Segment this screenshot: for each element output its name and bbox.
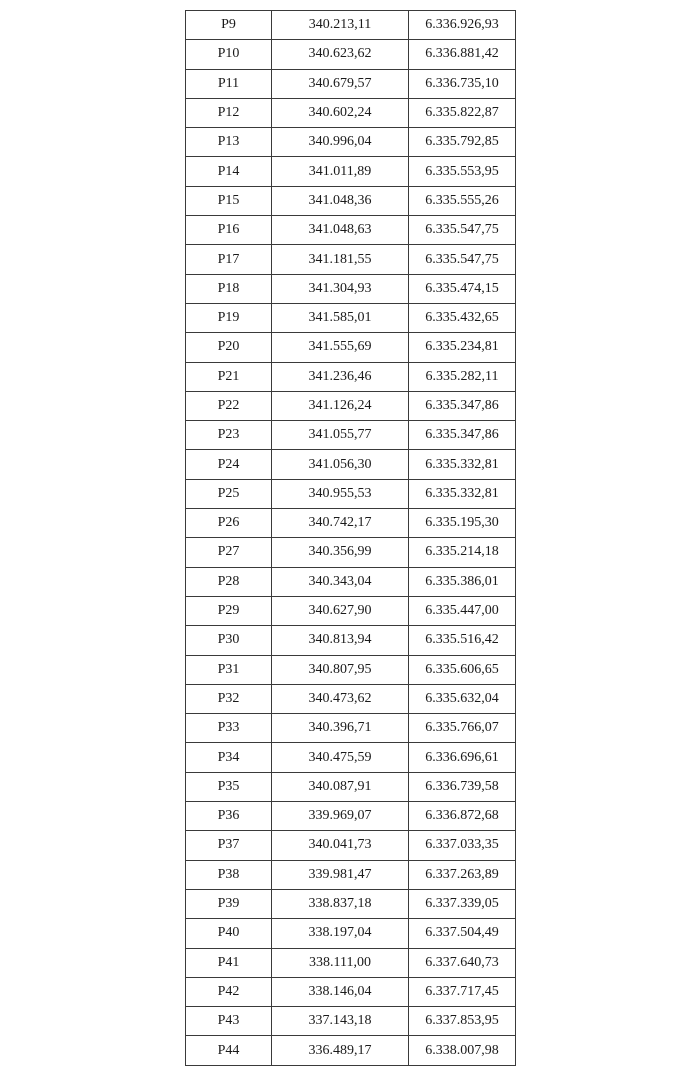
table-row: [186, 596, 516, 625]
x-coordinate-cell: 341.555,69: [272, 333, 409, 362]
table-row: [186, 479, 516, 508]
point-id-cell: P33: [186, 714, 272, 743]
x-coordinate-cell: 340.742,17: [272, 509, 409, 538]
table-row: [186, 186, 516, 215]
table-row: [186, 421, 516, 450]
point-id-cell: P26: [186, 509, 272, 538]
table-row: [186, 655, 516, 684]
table-row: [186, 157, 516, 186]
point-id-cell: P29: [186, 596, 272, 625]
x-coordinate-cell: 340.213,11: [272, 11, 409, 40]
x-coordinate-cell: 338.197,04: [272, 919, 409, 948]
table-row: [186, 303, 516, 332]
coordinates-table: [185, 10, 516, 1066]
x-coordinate-cell: 338.146,04: [272, 977, 409, 1006]
y-coordinate-cell: 6.337.640,73: [409, 948, 516, 977]
point-id-cell: P32: [186, 684, 272, 713]
x-coordinate-cell: 340.813,94: [272, 626, 409, 655]
table-row: [186, 362, 516, 391]
table-row: [186, 714, 516, 743]
y-coordinate-cell: 6.335.195,30: [409, 509, 516, 538]
x-coordinate-cell: 341.048,63: [272, 216, 409, 245]
x-coordinate-cell: 340.679,57: [272, 69, 409, 98]
y-coordinate-cell: 6.335.606,65: [409, 655, 516, 684]
point-id-cell: P11: [186, 69, 272, 98]
table-row: [186, 538, 516, 567]
table-row: [186, 743, 516, 772]
point-id-cell: P36: [186, 802, 272, 831]
table-row: [186, 69, 516, 98]
point-id-cell: P12: [186, 98, 272, 127]
x-coordinate-cell: 339.969,07: [272, 802, 409, 831]
point-id-cell: P14: [186, 157, 272, 186]
y-coordinate-cell: 6.335.447,00: [409, 596, 516, 625]
y-coordinate-cell: 6.335.282,11: [409, 362, 516, 391]
point-id-cell: P19: [186, 303, 272, 332]
point-id-cell: P40: [186, 919, 272, 948]
y-coordinate-cell: 6.335.547,75: [409, 216, 516, 245]
y-coordinate-cell: 6.335.547,75: [409, 245, 516, 274]
x-coordinate-cell: 341.304,93: [272, 274, 409, 303]
table-row: [186, 274, 516, 303]
x-coordinate-cell: 340.996,04: [272, 128, 409, 157]
point-id-cell: P10: [186, 40, 272, 69]
y-coordinate-cell: 6.335.474,15: [409, 274, 516, 303]
x-coordinate-cell: 340.356,99: [272, 538, 409, 567]
table-row: [186, 1007, 516, 1036]
point-id-cell: P44: [186, 1036, 272, 1065]
table-row: [186, 567, 516, 596]
x-coordinate-cell: 337.143,18: [272, 1007, 409, 1036]
table-row: [186, 684, 516, 713]
point-id-cell: P24: [186, 450, 272, 479]
y-coordinate-cell: 6.337.717,45: [409, 977, 516, 1006]
y-coordinate-cell: 6.336.739,58: [409, 772, 516, 801]
table-row: [186, 977, 516, 1006]
point-id-cell: P20: [186, 333, 272, 362]
x-coordinate-cell: 340.475,59: [272, 743, 409, 772]
y-coordinate-cell: 6.335.766,07: [409, 714, 516, 743]
y-coordinate-cell: 6.336.696,61: [409, 743, 516, 772]
point-id-cell: P15: [186, 186, 272, 215]
table-row: [186, 1036, 516, 1065]
x-coordinate-cell: 338.111,00: [272, 948, 409, 977]
table-row: [186, 509, 516, 538]
x-coordinate-cell: 340.807,95: [272, 655, 409, 684]
x-coordinate-cell: 340.473,62: [272, 684, 409, 713]
point-id-cell: P13: [186, 128, 272, 157]
y-coordinate-cell: 6.335.234,81: [409, 333, 516, 362]
y-coordinate-cell: 6.335.822,87: [409, 98, 516, 127]
y-coordinate-cell: 6.335.792,85: [409, 128, 516, 157]
table-row: [186, 889, 516, 918]
point-id-cell: P21: [186, 362, 272, 391]
y-coordinate-cell: 6.335.347,86: [409, 391, 516, 420]
point-id-cell: P31: [186, 655, 272, 684]
table-row: [186, 919, 516, 948]
x-coordinate-cell: 341.126,24: [272, 391, 409, 420]
table-row: [186, 860, 516, 889]
table-row: [186, 11, 516, 40]
point-id-cell: P9: [186, 11, 272, 40]
point-id-cell: P41: [186, 948, 272, 977]
y-coordinate-cell: 6.335.347,86: [409, 421, 516, 450]
y-coordinate-cell: 6.335.386,01: [409, 567, 516, 596]
x-coordinate-cell: 340.087,91: [272, 772, 409, 801]
point-id-cell: P28: [186, 567, 272, 596]
table-row: [186, 128, 516, 157]
x-coordinate-cell: 340.396,71: [272, 714, 409, 743]
table-row: [186, 333, 516, 362]
x-coordinate-cell: 339.981,47: [272, 860, 409, 889]
x-coordinate-cell: 338.837,18: [272, 889, 409, 918]
x-coordinate-cell: 341.236,46: [272, 362, 409, 391]
x-coordinate-cell: 340.627,90: [272, 596, 409, 625]
x-coordinate-cell: 340.623,62: [272, 40, 409, 69]
y-coordinate-cell: 6.335.632,04: [409, 684, 516, 713]
point-id-cell: P37: [186, 831, 272, 860]
table-row: [186, 948, 516, 977]
table-row: [186, 245, 516, 274]
point-id-cell: P23: [186, 421, 272, 450]
table-row: [186, 98, 516, 127]
y-coordinate-cell: 6.335.553,95: [409, 157, 516, 186]
y-coordinate-cell: 6.337.033,35: [409, 831, 516, 860]
y-coordinate-cell: 6.335.555,26: [409, 186, 516, 215]
x-coordinate-cell: 336.489,17: [272, 1036, 409, 1065]
point-id-cell: P38: [186, 860, 272, 889]
table-row: [186, 772, 516, 801]
y-coordinate-cell: 6.335.332,81: [409, 450, 516, 479]
y-coordinate-cell: 6.336.926,93: [409, 11, 516, 40]
x-coordinate-cell: 341.181,55: [272, 245, 409, 274]
point-id-cell: P35: [186, 772, 272, 801]
x-coordinate-cell: 340.041,73: [272, 831, 409, 860]
table-row: [186, 831, 516, 860]
y-coordinate-cell: 6.335.214,18: [409, 538, 516, 567]
point-id-cell: P17: [186, 245, 272, 274]
table-row: [186, 626, 516, 655]
x-coordinate-cell: 341.011,89: [272, 157, 409, 186]
x-coordinate-cell: 340.955,53: [272, 479, 409, 508]
point-id-cell: P39: [186, 889, 272, 918]
point-id-cell: P34: [186, 743, 272, 772]
point-id-cell: P27: [186, 538, 272, 567]
y-coordinate-cell: 6.337.339,05: [409, 889, 516, 918]
point-id-cell: P42: [186, 977, 272, 1006]
x-coordinate-cell: 340.343,04: [272, 567, 409, 596]
y-coordinate-cell: 6.335.432,65: [409, 303, 516, 332]
table-row: [186, 802, 516, 831]
y-coordinate-cell: 6.336.881,42: [409, 40, 516, 69]
y-coordinate-cell: 6.336.735,10: [409, 69, 516, 98]
y-coordinate-cell: 6.336.872,68: [409, 802, 516, 831]
point-id-cell: P30: [186, 626, 272, 655]
y-coordinate-cell: 6.335.332,81: [409, 479, 516, 508]
y-coordinate-cell: 6.337.263,89: [409, 860, 516, 889]
table-row: [186, 40, 516, 69]
table-row: [186, 450, 516, 479]
y-coordinate-cell: 6.338.007,98: [409, 1036, 516, 1065]
point-id-cell: P16: [186, 216, 272, 245]
coordinates-table-body: [186, 11, 516, 1066]
y-coordinate-cell: 6.337.504,49: [409, 919, 516, 948]
x-coordinate-cell: 341.055,77: [272, 421, 409, 450]
x-coordinate-cell: 341.056,30: [272, 450, 409, 479]
point-id-cell: P18: [186, 274, 272, 303]
point-id-cell: P22: [186, 391, 272, 420]
y-coordinate-cell: 6.337.853,95: [409, 1007, 516, 1036]
x-coordinate-cell: 341.585,01: [272, 303, 409, 332]
table-row: [186, 216, 516, 245]
table-row: [186, 391, 516, 420]
x-coordinate-cell: 341.048,36: [272, 186, 409, 215]
point-id-cell: P25: [186, 479, 272, 508]
point-id-cell: P43: [186, 1007, 272, 1036]
x-coordinate-cell: 340.602,24: [272, 98, 409, 127]
y-coordinate-cell: 6.335.516,42: [409, 626, 516, 655]
